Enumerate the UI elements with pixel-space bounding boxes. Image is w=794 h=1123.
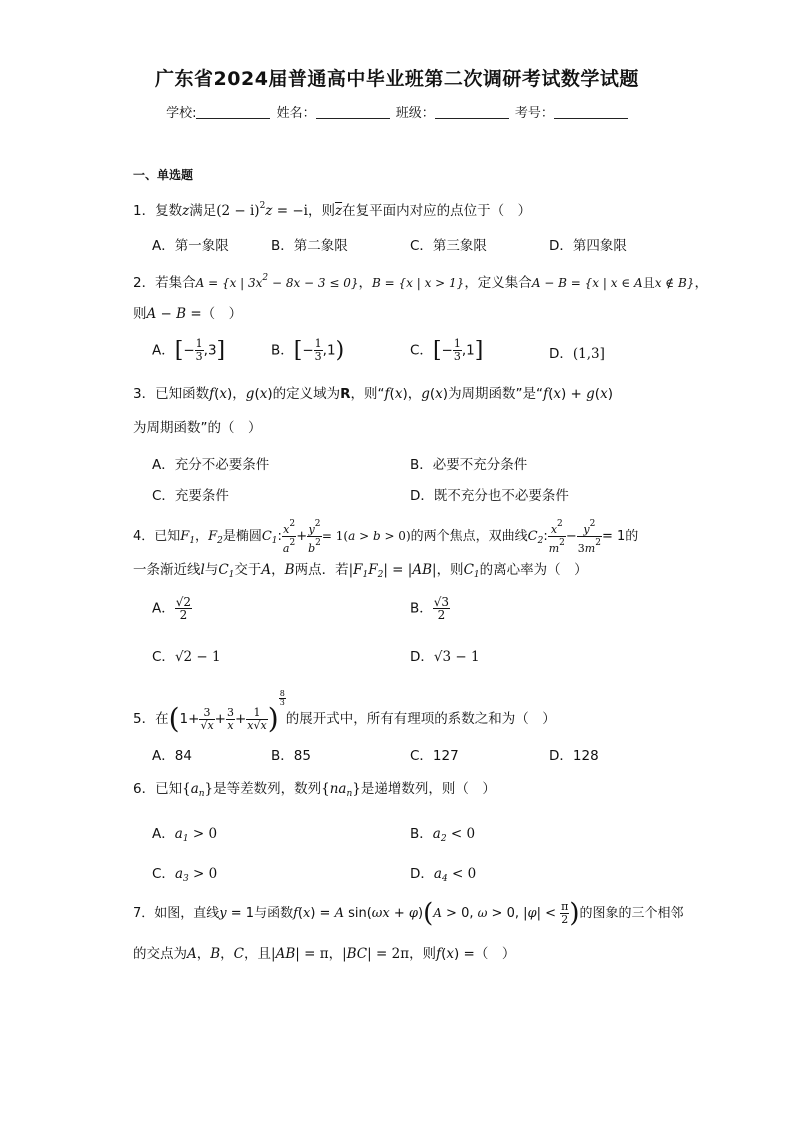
q4-option-c[interactable]: C．√2 − 1	[152, 649, 221, 665]
q5-option-a[interactable]: A．84	[152, 748, 192, 764]
q1-option-d[interactable]: D．第四象限	[549, 238, 627, 254]
question-2-line-1: 2．若集合A = {x | $3x^2 - 8x - 3 \le 0$}，B = {x | x > 1}，定义集合A − B = {x | x ∈ A且x ∉ B}，	[133, 273, 708, 291]
question-4-line-1: 4．已知$F_1$，$F_2$是椭圆$C_1$: $\frac{x^2}{a^2}$ + $\frac{y^2}{b^2}$ = 1(a > b > 0)的两个焦点，双曲线$C_2$: $\frac{x^2}{m^2}$ − $\frac{y^2}{3m^2}$ = 1的	[133, 519, 639, 555]
q3-option-d[interactable]: D．既不充分也不必要条件	[410, 488, 569, 504]
question-3-line-1: 3．已知函数f(x)，g(x)的定义域为R，则“f(x)，g(x)为周期函数”是“f(x) + g(x)	[133, 386, 613, 402]
exam-no-blank[interactable]	[554, 106, 628, 119]
q4-option-a[interactable]: A． $\frac{√2}{2}$	[152, 595, 192, 622]
exam-title: 广东省2024届普通高中毕业班第二次调研考试数学试题	[155, 68, 639, 90]
school-blank[interactable]	[196, 106, 270, 119]
question-2-line-2: 则A − B =（ ）	[133, 306, 243, 322]
question-7-line-2: 的交点为A，B，C，且|AB| = π，|BC| = 2π，则f(x) =（ ）	[133, 946, 516, 962]
q1-option-b[interactable]: B．第二象限	[271, 238, 348, 254]
q4-option-d[interactable]: D．√3 − 1	[410, 649, 480, 665]
q2-option-b[interactable]: B．[− $\frac{1}{3}$ ,1)	[271, 337, 345, 363]
question-7-line-1: 7．如图，直线y = 1与函数f(x) = A sin(ωx + φ)(A > 0, ω > 0, |φ| < $\frac{\pi}{2}$ )的图象的三个相邻	[133, 898, 684, 929]
q6-option-c[interactable]: C．$a_3 > 0$	[152, 866, 218, 884]
q3-option-a[interactable]: A．充分不必要条件	[152, 457, 270, 473]
question-6: 6．已知$\{a_n\}$是等差数列，数列$\{na_n\}$是递增数列，则（ ）	[133, 781, 496, 799]
class-label: 班级：	[395, 106, 435, 121]
q6-option-d[interactable]: D．$a_4 < 0$	[410, 866, 477, 884]
q2-option-a[interactable]: A．[− $\frac{1}{3}$ ,3]	[152, 337, 226, 363]
school-label: 学校:	[166, 106, 197, 121]
q6-option-a[interactable]: A．$a_1 > 0$	[152, 826, 218, 844]
question-1: 1．复数z满足$(2 - i)^2z = -i$，则$\overline{z}$在复平面内对应的点位于（ ）	[133, 201, 532, 219]
q1-option-a[interactable]: A．第一象限	[152, 238, 229, 254]
q2-option-c[interactable]: C．[− $\frac{1}{3}$ ,1]	[410, 337, 484, 363]
q5-option-d[interactable]: D．128	[549, 748, 599, 764]
q1-option-c[interactable]: C．第三象限	[410, 238, 487, 254]
exam-no-label: 考号：	[514, 106, 554, 121]
q5-option-b[interactable]: B．85	[271, 748, 311, 764]
q6-option-b[interactable]: B．$a_2 < 0$	[410, 826, 476, 844]
student-info-line	[0, 102, 794, 121]
section-title: 一、单选题	[133, 168, 194, 182]
class-blank[interactable]	[435, 106, 509, 119]
name-blank[interactable]	[316, 106, 390, 119]
q3-option-b[interactable]: B．必要不充分条件	[410, 457, 528, 473]
q2-option-d[interactable]: D．(1,3]	[549, 346, 605, 362]
q5-option-c[interactable]: C．127	[410, 748, 459, 764]
name-label: 姓名：	[276, 106, 316, 121]
question-5: 5．在(1+ $\frac{3}{√x}$ + $\frac{3}{x}$ + $\frac{1}{x√x}$ ) $\frac{8}{3}$ 的展开式中，所有有理项的系数之和为（ ）	[133, 689, 556, 735]
question-3-line-2: 为周期函数”的（ ）	[133, 420, 262, 436]
q3-option-c[interactable]: C．充要条件	[152, 488, 229, 504]
q4-option-b[interactable]: B． $\frac{√3}{2}$	[410, 595, 450, 622]
question-4-line-2: 一条渐近线l与$C_1$交于A，B两点．若$|F_1F_2| = |AB|$，则$C_1$的离心率为（ ）	[133, 562, 588, 580]
